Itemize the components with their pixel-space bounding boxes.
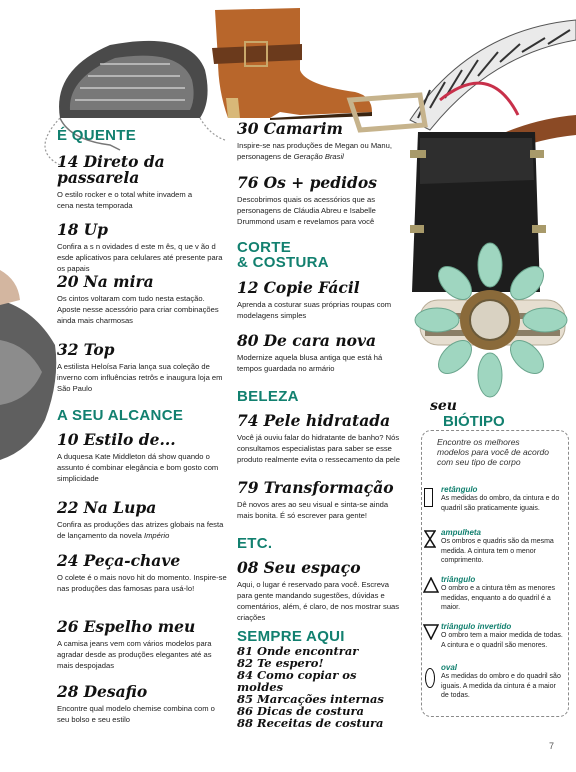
toc-entry[interactable] (57, 342, 227, 394)
toc-entry-title: 24 Peça-chave (57, 551, 181, 570)
toc-entry[interactable] (237, 175, 405, 227)
page-number: 7 (549, 741, 555, 751)
toc-entry-text: A estilista Heloísa Faria lança sua coleção de inverno com influências retrôs e inaugura loja em São Paulo (57, 362, 223, 393)
toc-entry[interactable] (237, 121, 405, 162)
toc-entry-text: Inspire-se nas produções de Megan ou Manu, personagens de Geração Brasil (237, 141, 392, 161)
section-sempre-aqui: SEMPRE AQUI (237, 628, 345, 645)
toc-entry-text: O colete é o mais novo hit do momento. Inspire-se nas produções das famosas para usá-lo! (57, 573, 227, 593)
toc-entry-text: Descobrimos quais os acessórios que as personagens de Cláudia Abreu e Isabelle Drummond usam e revelamos para você (237, 195, 376, 226)
toc-entry[interactable] (237, 560, 405, 623)
toc-entry[interactable] (57, 274, 227, 326)
biotipo-title: BIÓTIPO (443, 413, 505, 430)
toc-entry-title: 30 Camarim (237, 119, 343, 138)
toc-entry-title: 80 De cara nova (237, 331, 377, 350)
biotipo-item: retângulo As medidas do ombro, da cintura e do quadril são praticamente iguais. (441, 485, 560, 512)
triangle-icon (423, 577, 439, 593)
toc-entry[interactable] (237, 413, 405, 465)
toc-entry-text: Você já ouviu falar do hidratante de banho? Nós consultamos especialistas para saber se esse produto realmente evita o ressecamento da pele (237, 433, 400, 464)
toc-entry-title: 18 Up (57, 220, 108, 239)
toc-entry-text: Aprenda a costurar suas próprias roupas com modelagens simples (237, 300, 392, 320)
section-e-quente: É QUENTE (57, 127, 137, 144)
toc-entry-title: 22 Na Lupa (57, 498, 157, 517)
biotipo-intro: Encontre os melhores modelos para você de acordo com seu tipo de corpo (437, 437, 549, 467)
toc-entry-text: Confira a s n ovidades d este m ês, q ue v ão d esde aplicativos para celulares até presente para os papais (57, 242, 223, 273)
clutch-bag-image (45, 41, 225, 165)
list-item[interactable]: 82 Te espero! (237, 656, 324, 670)
biotipo-seu: seu (430, 398, 457, 414)
toc-entry-text: Encontre qual modelo chemise combina com o seu bolso e seu estilo (57, 704, 215, 724)
toc-entry-text: A camisa jeans vem com vários modelos para agradar desde as produções elegantes até as mais despojadas (57, 639, 212, 670)
toc-entry-text: Confira as produções das atrizes globais na festa de lançamento da novela Império (57, 520, 224, 540)
biotipo-item: oval As medidas do ombro e do quadril são iguais. A medida da cintura é a maior de todas. (441, 663, 561, 699)
toc-entry-title: 20 Na mira (57, 272, 154, 291)
toc-entry[interactable] (57, 684, 227, 725)
toc-entry[interactable] (237, 333, 405, 374)
toc-entry[interactable] (57, 500, 227, 541)
toc-entry-text: A duquesa Kate Middleton dá show quando o assunto é combinar elegância e bom gosto com simplicidade (57, 452, 219, 483)
toc-entry-title: 08 Seu espaço (237, 558, 361, 577)
toc-entry-title: 79 Transformação (237, 478, 394, 497)
toc-entry-title: 10 Estilo de... (57, 430, 176, 449)
toc-entry[interactable] (237, 280, 405, 321)
toc-entry-title: 32 Top (57, 340, 115, 359)
hourglass-icon (424, 530, 436, 548)
boot-image (212, 8, 372, 120)
list-item[interactable]: 85 Marcações internas (237, 692, 384, 706)
toc-entry-text: Os cintos voltaram com tudo nesta estação. Aposte nesse acessório para criar combinações ainda mais charmosas (57, 294, 219, 325)
biotipo-item: triângulo invertido O ombro tem a maior medida de todas. A cintura e o quadril são menores. (441, 622, 563, 649)
rectangle-icon (424, 488, 433, 507)
person-photo (0, 270, 56, 460)
toc-entry[interactable] (237, 480, 405, 521)
toc-entry-text: Dê novos ares ao seu visual e sinta-se ainda mais bonita. É só escrever para gente! (237, 500, 389, 520)
toc-entry[interactable] (57, 553, 227, 594)
toc-entry-title: 28 Desafio (57, 682, 148, 701)
section-etc: ETC. (237, 535, 273, 552)
list-item[interactable]: 86 Dicas de costura (237, 704, 364, 718)
list-item[interactable]: 88 Receitas de costura (237, 716, 384, 730)
toc-entry[interactable] (57, 222, 227, 274)
toc-entry-title: 14 Direto da passarela (57, 152, 165, 187)
biotipo-item: ampulheta Os ombros e quadris são da mesma medida. A cintura tem o menor comprimento. (441, 528, 554, 564)
section-corte-costura: CORTE & COSTURA (237, 239, 329, 271)
toc-entry[interactable] (57, 619, 227, 671)
toc-entry-title: 12 Copie Fácil (237, 278, 360, 297)
toc-entry-title: 76 Os + pedidos (237, 173, 377, 192)
inverted-triangle-icon (423, 624, 439, 640)
toc-entry-text: O estilo rocker e o total white invadem a cena nesta temporada (57, 190, 193, 210)
toc-entry-title: 74 Pele hidratada (237, 411, 391, 430)
toc-entry-text: Modernize aquela blusa antiga que está há tempos guardada no armário (237, 353, 383, 373)
biotipo-item: triângulo O ombro e a cintura têm as menores medidas, enquanto a do quadril é a maior. (441, 575, 555, 611)
list-item[interactable]: 84 Como copiar os moldes (237, 668, 357, 694)
toc-entry-text: Aqui, o lugar é reservado para você. Escreva para gente mandando sugestões, dúvidas e comentários, além, é claro, de nos mostrar suas criações (237, 580, 400, 622)
sempre-aqui-list (237, 645, 405, 729)
toc-entry[interactable] (57, 432, 227, 484)
section-a-seu-alcance: A SEU ALCANCE (57, 407, 184, 424)
section-beleza: BELEZA (237, 388, 299, 405)
oval-icon (425, 668, 435, 688)
list-item[interactable]: 81 Onde encontrar (237, 644, 359, 658)
toc-entry-title: 26 Espelho meu (57, 617, 196, 636)
toc-entry[interactable] (57, 154, 227, 211)
